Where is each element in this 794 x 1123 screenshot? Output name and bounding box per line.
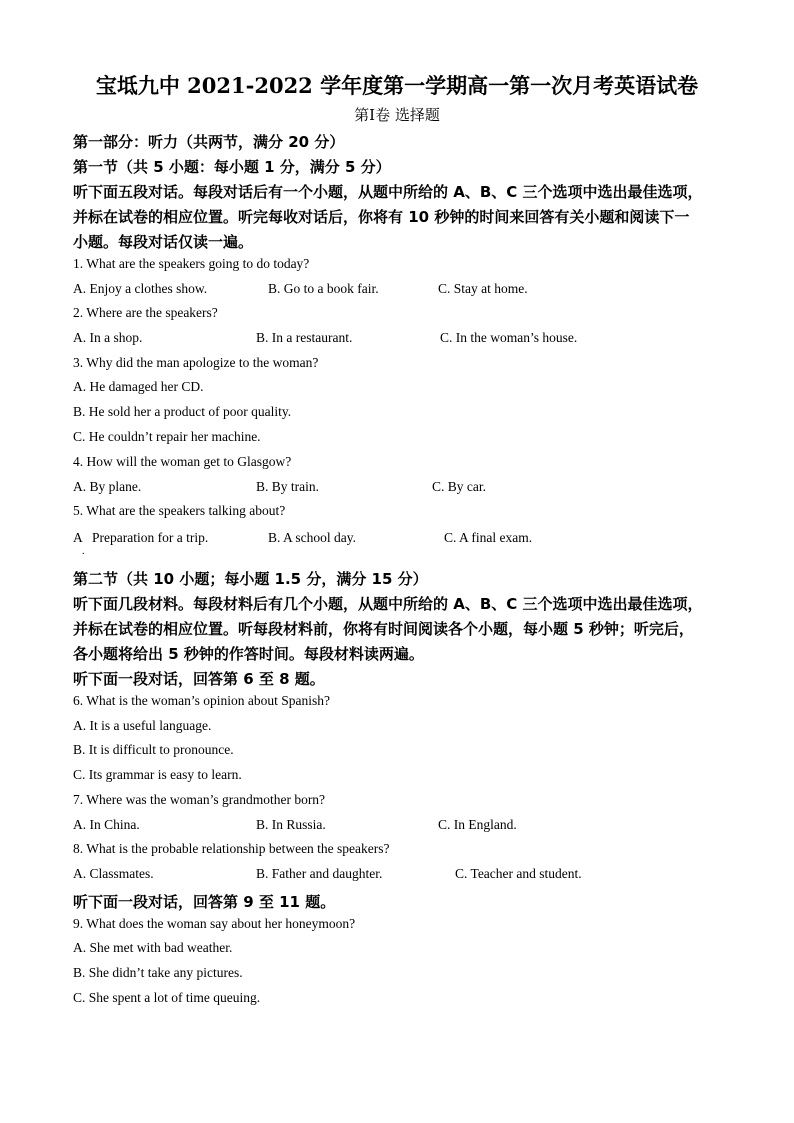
question-7-option-a: A. In China. [73,817,140,832]
question-8-option-a: A. Classmates. [73,866,154,881]
question-4-option-a: A. By plane. [73,479,142,494]
question-6-stem: 6. What is the woman’s opinion about Spanish? [73,693,330,708]
question-1-option-b: B. Go to a book fair. [268,281,379,296]
question-1-option-a: A. Enjoy a clothes show. [73,281,208,296]
question-7-stem: 7. Where was the woman’s grandmother born? [73,792,326,807]
question-2-option-a: A. In a shop. [73,330,143,345]
question-5-option-a-letter: A [73,530,83,545]
question-6-option-c: C. Its grammar is easy to learn. [73,767,242,782]
section1-instruction-line3: 小题。每段对话仅读一遍。 [73,233,254,251]
question-3-option-b: B. He sold her a product of poor quality. [73,404,292,419]
question-9-stem: 9. What does the woman say about her honeymoon? [73,916,356,931]
question-6-option-b: B. It is difficult to pronounce. [73,742,234,757]
dialogue-group-2-heading: 听下面一段对话，回答第 9 至 11 题。 [73,893,336,911]
question-4-option-c: C. By car. [432,479,486,494]
question-3-option-a: A. He damaged her CD. [73,379,204,394]
question-1-option-c: C. Stay at home. [438,281,528,296]
question-2-stem: 2. Where are the speakers? [73,305,218,320]
section2-instruction-line3: 各小题将给出 5 秒钟的作答时间。每段材料读两遍。 [73,645,424,663]
question-1-stem: 1. What are the speakers going to do today? [73,256,310,271]
question-4-stem: 4. How will the woman get to Glasgow? [73,454,292,469]
question-9-option-b: B. She didn’t take any pictures. [73,965,243,980]
section2-heading: 第二节（共 10 小题；每小题 1.5 分，满分 15 分） [73,570,428,588]
question-2-option-c: C. In the woman’s house. [440,330,578,345]
question-6-option-a: A. It is a useful language. [73,718,212,733]
question-8-stem: 8. What is the probable relationship between the speakers? [73,841,390,856]
question-9-option-c: C. She spent a lot of time queuing. [73,990,261,1005]
question-3-stem: 3. Why did the man apologize to the woman? [73,355,319,370]
section2-instruction-line1: 听下面几段材料。每段材料后有几个小题，从题中所给的 A、B、C 三个选项中选出最佳选项， [73,595,703,613]
section2-instruction-line2: 并标在试卷的相应位置。听每段材料前，你将有时间阅读各个小题，每小题 5 秒钟；听完后， [73,620,694,638]
question-7-option-c: C. In England. [438,817,517,832]
question-5-option-b: B. A school day. [268,530,357,545]
question-2-option-b: B. In a restaurant. [256,330,353,345]
question-5-option-a: Preparation for a trip. [92,530,209,545]
question-9-option-a: A. She met with bad weather. [73,940,233,955]
question-5-stem: 5. What are the speakers talking about? [73,503,286,518]
question-8-option-b: B. Father and daughter. [256,866,383,881]
section1-instruction-line1: 听下面五段对话。每段对话后有一个小题，从题中所给的 A、B、C 三个选项中选出最佳选项， [73,183,703,201]
exam-title: 宝坻九中 2021-2022 学年度第一学期高一第一次月考英语试卷 [95,73,699,98]
question-3-option-c: C. He couldn’t repair her machine. [73,429,261,444]
question-7-option-b: B. In Russia. [256,817,326,832]
question-8-option-c: C. Teacher and student. [455,866,582,881]
dialogue-group-1-heading: 听下面一段对话，回答第 6 至 8 题。 [73,670,325,688]
section1-heading: 第一节（共 5 小题：每小题 1 分，满分 5 分） [73,158,391,176]
question-4-option-b: B. By train. [256,479,319,494]
question-5-option-a-dot: . [82,546,85,557]
section1-instruction-line2: 并标在试卷的相应位置。听完每收对话后，你将有 10 秒钟的时间来回答有关小题和阅读下一 [73,208,690,226]
paper-subtitle: 第Ⅰ卷 选择题 [354,106,440,124]
part1-heading: 第一部分：听力（共两节，满分 20 分） [73,133,345,151]
question-5-option-c: C. A final exam. [444,530,533,545]
